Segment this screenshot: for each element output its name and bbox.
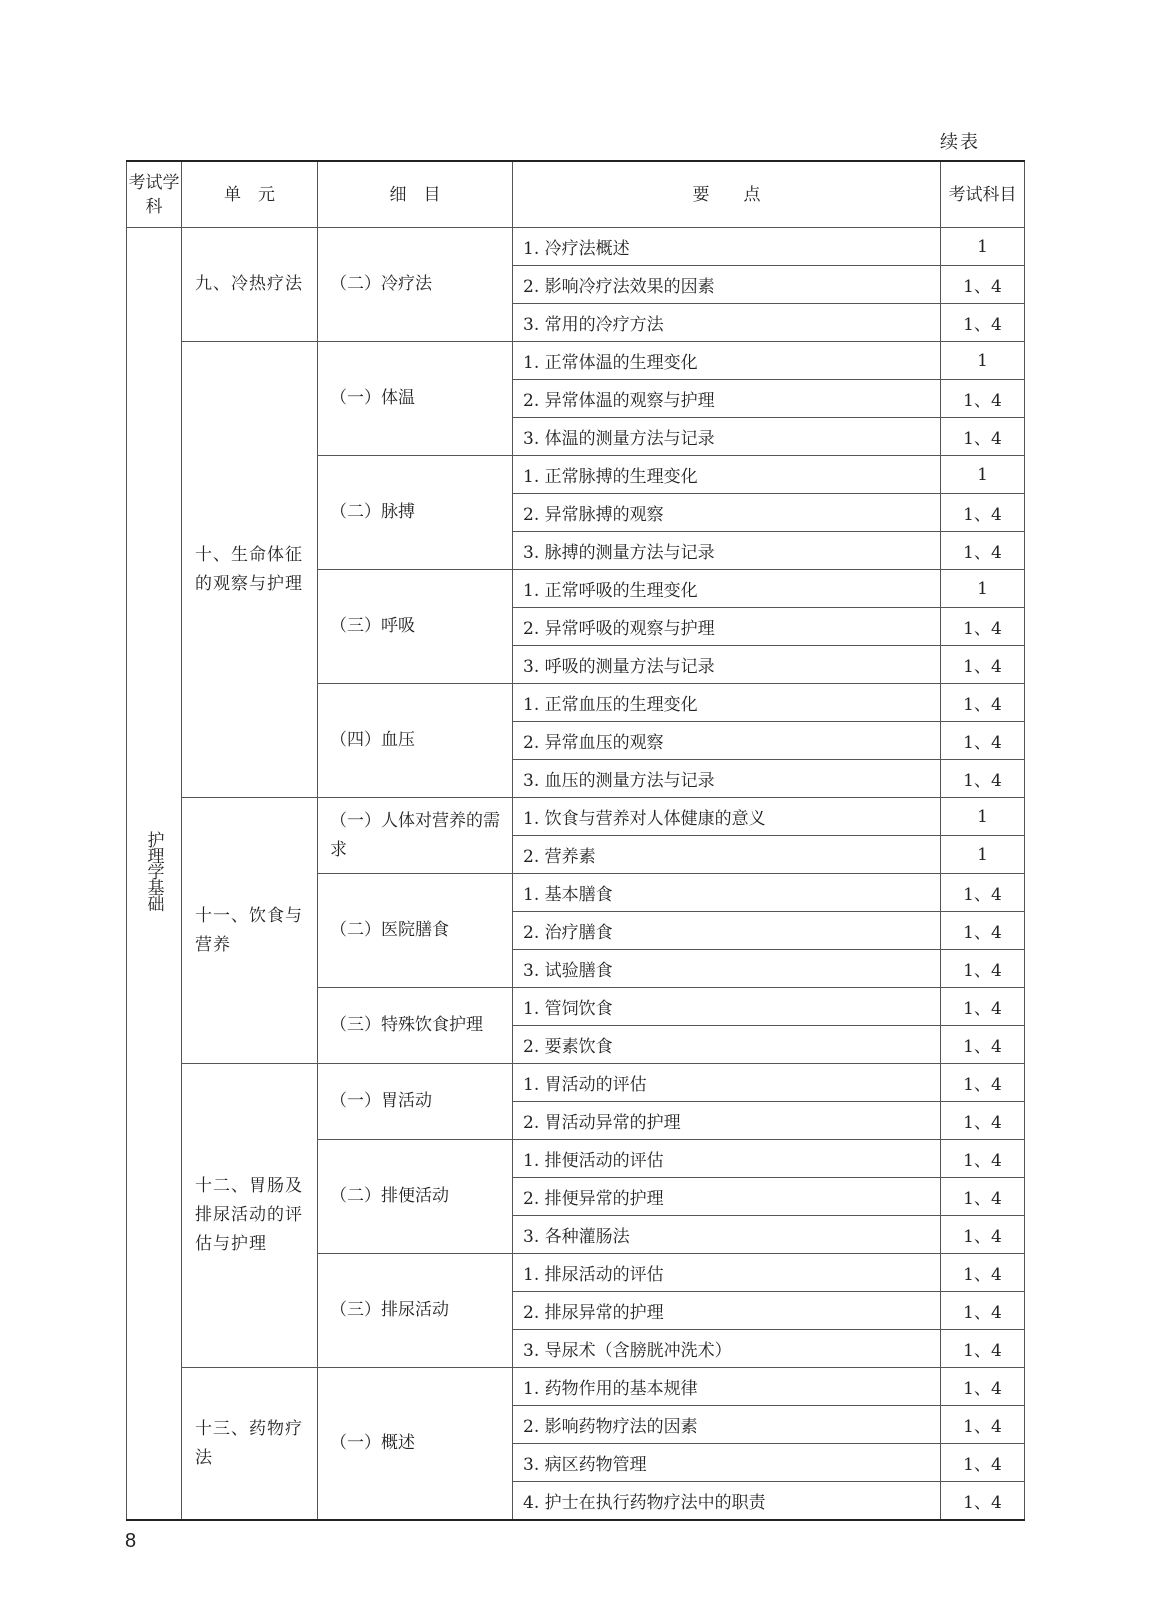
item-cell: （二）排便活动 [318,1140,513,1254]
unit-cell: 十一、饮食与营养 [182,798,318,1064]
point-cell: 4. 护士在执行药物疗法中的职责 [513,1482,941,1521]
table-row [127,342,1025,380]
point-cell: 1. 药物作用的基本规律 [513,1368,941,1406]
exam-subject-code-cell: 1 [941,456,1025,494]
exam-subject-code-cell: 1、4 [941,912,1025,950]
exam-subject-code-cell: 1 [941,342,1025,380]
item-cell: （三）特殊饮食护理 [318,988,513,1064]
header-exam-subject: 考试科目 [941,161,1025,228]
point-cell: 2. 影响药物疗法的因素 [513,1406,941,1444]
unit-cell: 九、冷热疗法 [182,228,318,342]
point-cell: 2. 异常体温的观察与护理 [513,380,941,418]
exam-subject-code-cell: 1、4 [941,1254,1025,1292]
header-point: 要 点 [513,161,941,228]
exam-subject-code-cell: 1、4 [941,760,1025,798]
table-row [127,1368,1025,1406]
exam-subject-code-cell: 1 [941,836,1025,874]
exam-subject-code-cell: 1、4 [941,1292,1025,1330]
item-cell: （二）冷疗法 [318,228,513,342]
exam-subject-code-cell: 1、4 [941,1064,1025,1102]
point-cell: 1. 饮食与营养对人体健康的意义 [513,798,941,836]
point-cell: 3. 体温的测量方法与记录 [513,418,941,456]
point-cell: 2. 排便异常的护理 [513,1178,941,1216]
point-cell: 1. 正常血压的生理变化 [513,684,941,722]
item-cell: （一）胃活动 [318,1064,513,1140]
table-row [127,798,1025,836]
header-subject: 考试学科 [127,161,182,228]
item-cell: （二）脉搏 [318,456,513,570]
syllabus-table [126,160,1025,1521]
table-row [127,1064,1025,1102]
exam-subject-code-cell: 1、4 [941,1102,1025,1140]
point-cell: 3. 导尿术（含膀胱冲洗术） [513,1330,941,1368]
exam-subject-code-cell: 1、4 [941,1330,1025,1368]
page-number: 8 [125,1530,137,1552]
exam-subject-code-cell: 1、4 [941,1406,1025,1444]
exam-subject-code-cell: 1、4 [941,950,1025,988]
exam-subject-code-cell: 1、4 [941,1444,1025,1482]
point-cell: 2. 要素饮食 [513,1026,941,1064]
continued-table-label: 续表 [940,132,980,153]
exam-subject-code-cell: 1 [941,570,1025,608]
point-cell: 2. 异常脉搏的观察 [513,494,941,532]
exam-subject-code-cell: 1、4 [941,722,1025,760]
table-row [127,228,1025,266]
exam-subject-code-cell: 1、4 [941,1026,1025,1064]
point-cell: 2. 排尿异常的护理 [513,1292,941,1330]
exam-subject-code-cell: 1、4 [941,988,1025,1026]
point-cell: 2. 胃活动异常的护理 [513,1102,941,1140]
subject-name: 护理学基础 [143,831,164,911]
point-cell: 2. 异常呼吸的观察与护理 [513,608,941,646]
point-cell: 3. 病区药物管理 [513,1444,941,1482]
item-cell: （三）呼吸 [318,570,513,684]
exam-subject-code-cell: 1、4 [941,1216,1025,1254]
exam-subject-code-cell: 1、4 [941,646,1025,684]
subject-cell [127,228,182,1521]
table-body [127,228,1025,1521]
point-cell: 3. 脉搏的测量方法与记录 [513,532,941,570]
header-item: 细 目 [318,161,513,228]
exam-subject-code-cell: 1、4 [941,1140,1025,1178]
point-cell: 1. 管饲饮食 [513,988,941,1026]
point-cell: 2. 治疗膳食 [513,912,941,950]
exam-subject-code-cell: 1、4 [941,874,1025,912]
exam-subject-code-cell: 1、4 [941,532,1025,570]
table-header-row [127,161,1025,228]
point-cell: 2. 影响冷疗法效果的因素 [513,266,941,304]
item-cell: （一）概述 [318,1368,513,1521]
point-cell: 3. 呼吸的测量方法与记录 [513,646,941,684]
exam-subject-code-cell: 1 [941,228,1025,266]
exam-subject-code-cell: 1、4 [941,494,1025,532]
exam-subject-code-cell: 1、4 [941,1178,1025,1216]
item-cell: （一）体温 [318,342,513,456]
point-cell: 1. 排便活动的评估 [513,1140,941,1178]
header-unit: 单 元 [182,161,318,228]
point-cell: 1. 正常脉搏的生理变化 [513,456,941,494]
item-cell: （三）排尿活动 [318,1254,513,1368]
exam-subject-code-cell: 1 [941,798,1025,836]
exam-subject-code-cell: 1、4 [941,380,1025,418]
exam-subject-code-cell: 1、4 [941,608,1025,646]
point-cell: 3. 试验膳食 [513,950,941,988]
exam-subject-code-cell: 1、4 [941,266,1025,304]
point-cell: 2. 异常血压的观察 [513,722,941,760]
item-cell: （四）血压 [318,684,513,798]
exam-subject-code-cell: 1、4 [941,418,1025,456]
point-cell: 1. 正常体温的生理变化 [513,342,941,380]
unit-cell: 十三、药物疗法 [182,1368,318,1521]
point-cell: 1. 正常呼吸的生理变化 [513,570,941,608]
point-cell: 3. 血压的测量方法与记录 [513,760,941,798]
exam-subject-code-cell: 1、4 [941,1482,1025,1521]
item-cell: （一）人体对营养的需求 [318,798,513,874]
exam-subject-code-cell: 1、4 [941,304,1025,342]
exam-subject-code-cell: 1、4 [941,1368,1025,1406]
point-cell: 1. 冷疗法概述 [513,228,941,266]
point-cell: 1. 基本膳食 [513,874,941,912]
point-cell: 1. 排尿活动的评估 [513,1254,941,1292]
unit-cell: 十二、胃肠及排尿活动的评估与护理 [182,1064,318,1368]
point-cell: 3. 常用的冷疗方法 [513,304,941,342]
unit-cell: 十、生命体征的观察与护理 [182,342,318,798]
item-cell: （二）医院膳食 [318,874,513,988]
point-cell: 1. 胃活动的评估 [513,1064,941,1102]
point-cell: 2. 营养素 [513,836,941,874]
exam-subject-code-cell: 1、4 [941,684,1025,722]
point-cell: 3. 各种灌肠法 [513,1216,941,1254]
